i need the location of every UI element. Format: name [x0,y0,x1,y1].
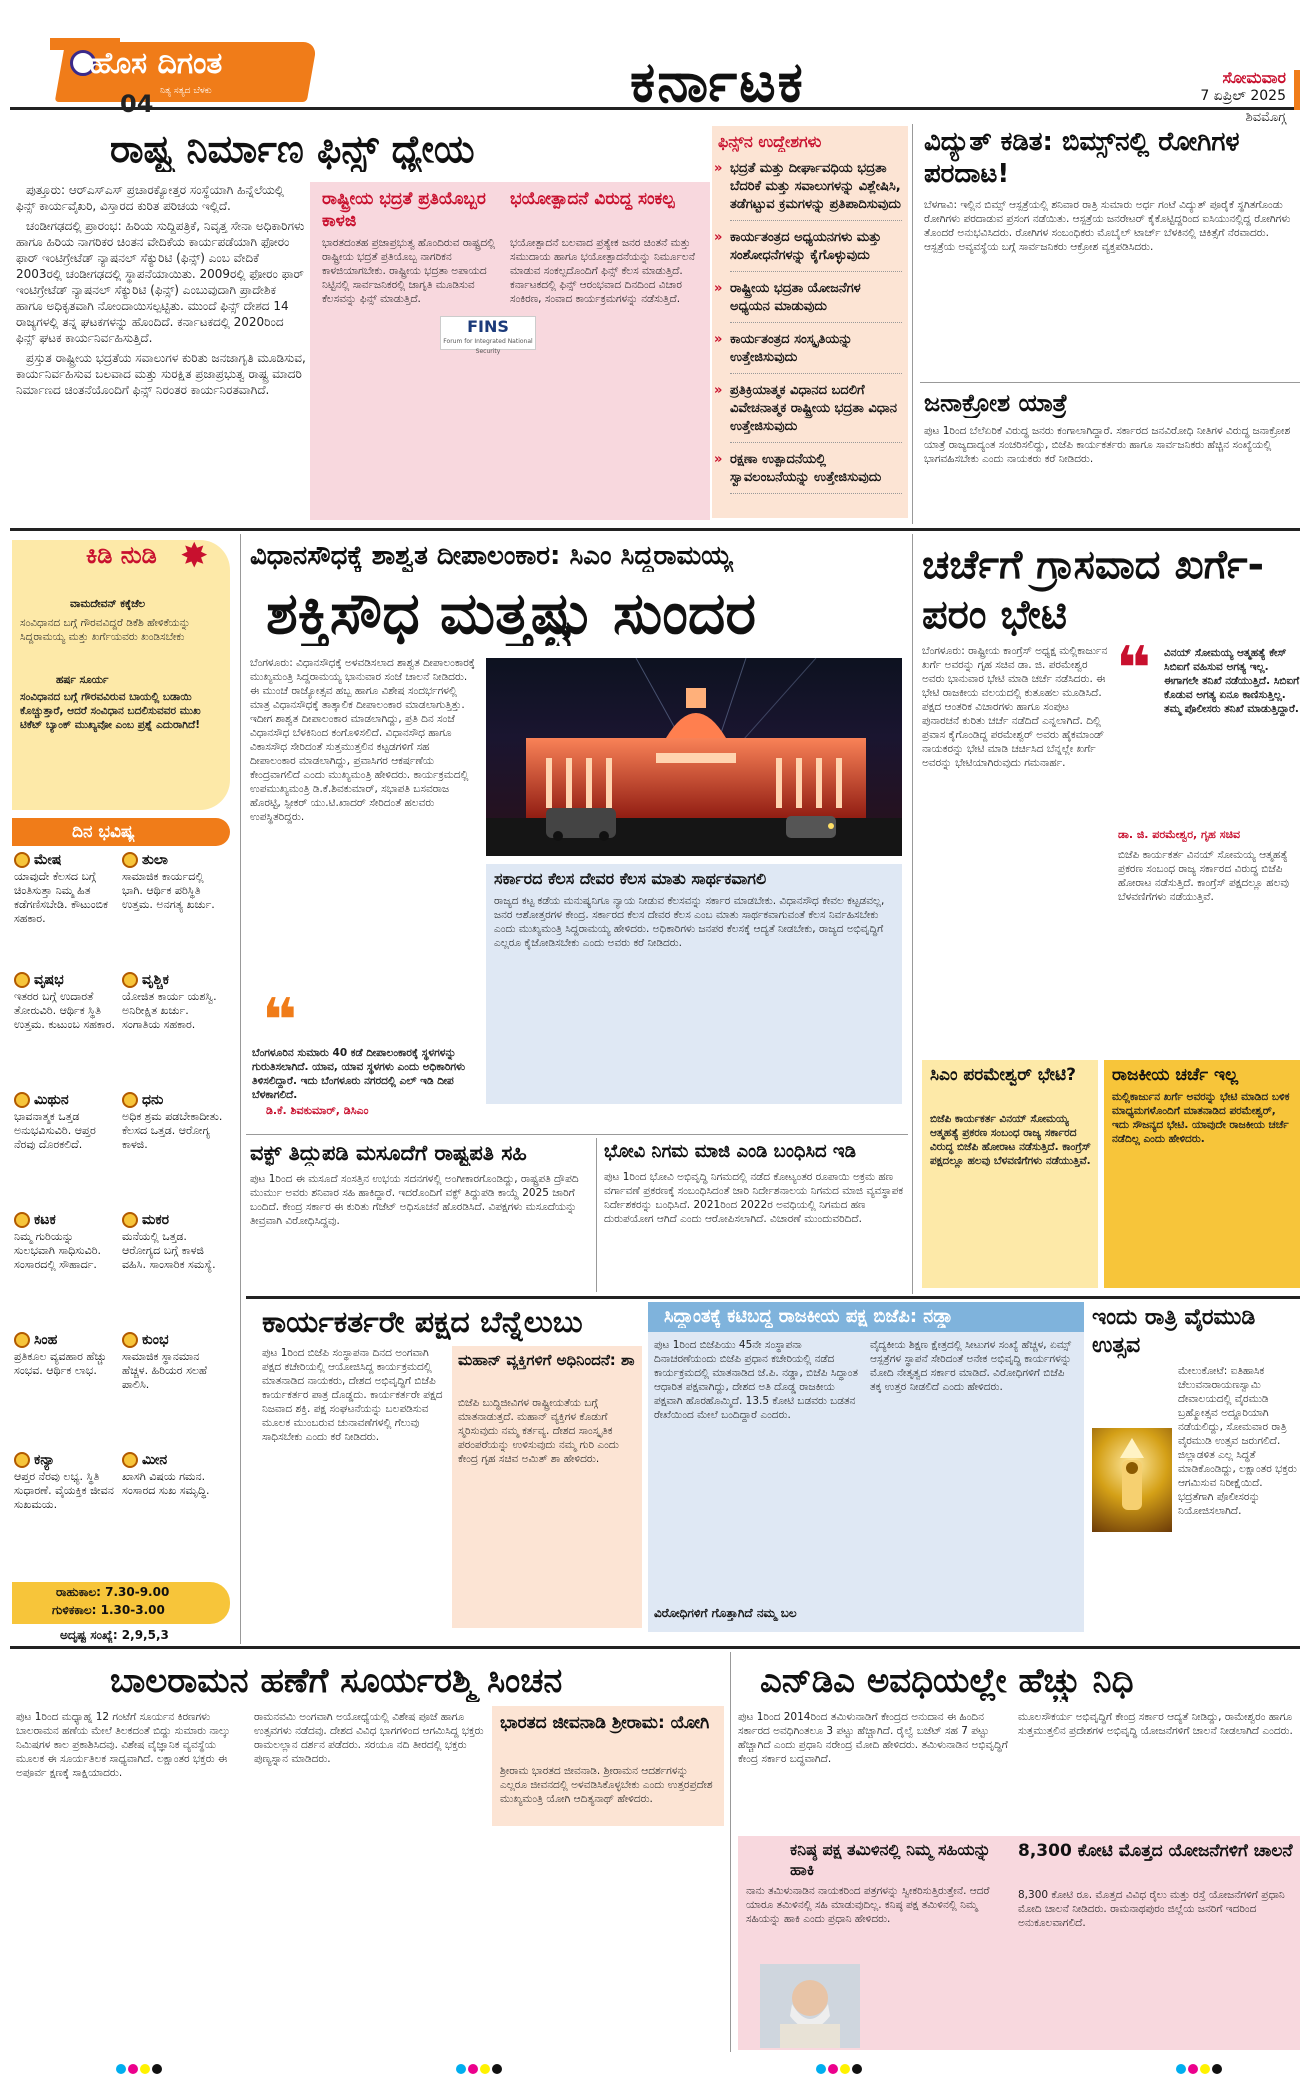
sign-name: ಕನ್ಯಾ [34,1452,55,1468]
kharge-side2-title: ರಾಜಕೀಯ ಚರ್ಚೆ ಇಲ್ಲ [1112,1065,1239,1085]
sign-name: ತುಲಾ [142,852,168,868]
nadda-body2: ವೈದ್ಯಕೀಯ ಶಿಕ್ಷಣ ಕ್ಷೇತ್ರದಲ್ಲಿ ಸೀಟುಗಳ ಸಂಖ್ಯೆ ಹೆಚ್ಚಳ, ಏಮ್ಸ್ ಆಸ್ಪತ್ರೆಗಳ ಸ್ಥಾಪನೆ ಸೇರಿದಂತೆ ಅನೇಕ ಅಭಿವೃದ್ಧಿ ಕಾರ್ಯಗಳನ್ನು ಮೋದಿ ನೇತೃತ್ವದ ಸರ್ಕಾರ ಮಾಡಿದೆ. ವಿರೋಧಿಗಳಿಗೆ ಬಿಜೆಪಿ ತಕ್ಕ ಉತ್ತರ ನೀಡಲಿದೆ ಎಂದು ಹೇಳಿದರು. [870,1339,1072,1393]
newspaper-logo [10,10,310,118]
page-number: 04 [120,90,154,118]
surya-sub-body: ಶ್ರೀರಾಮ ಭಾರತದ ಜೀವನಾಡಿ. ಶ್ರೀರಾಮನ ಆದರ್ಶಗಳನ್ನು ಎಲ್ಲರೂ ಜೀವನದಲ್ಲಿ ಅಳವಡಿಸಿಕೊಳ್ಳಬೇಕು ಎಂದು ಉತ್ತರಪ್ರದೇಶ ಮುಖ್ಯಮಂತ್ರಿ ಯೋಗಿ ಆದಿತ್ಯನಾಥ್ ಹೇಳಿದರು. [500,1765,713,1805]
fins-sub2-title: ಭಯೋತ್ಪಾದನೆ ವಿರುದ್ಧ ಸಂಕಲ್ಪ [510,189,675,209]
sign-text: ಸಾಮಾಜಿಕ ಕಾರ್ಯದಲ್ಲಿ ಭಾಗಿ. ಆರ್ಥಿಕ ಪರಿಸ್ಥಿತಿ ಉತ್ತಮ. ಅನಗತ್ಯ ಖರ್ಚು. [122,870,215,911]
horoscope-sign [122,1452,226,1568]
janakrosha-body: ಪುಟ 1ರಿಂದ ಬೆಲೆಏರಿಕೆ ವಿರುದ್ಧ ಜನರು ಕಂಗಾಲಾಗಿದ್ದಾರೆ. ಸರ್ಕಾರದ ಜನವಿರೋಧಿ ನೀತಿಗಳ ವಿರುದ್ಧ ಜನಾಕ್ರೋಶ ಯಾತ್ರೆ ರಾಜ್ಯದಾದ್ಯಂತ ಸಂಚರಿಸಲಿದ್ದು, ಬಿಜೆಪಿ ಕಾರ್ಯಕರ್ತರು ಹಾಗೂ ಸಾರ್ವಜನಿಕರು ಹೆಚ್ಚಿನ ಸಂಖ್ಯೆಯಲ್ಲಿ ಭಾಗವಹಿಸಬೇಕು ಎಂದು ನಾಯಕರು ಕರೆ ನೀಡಿದರು. [924,425,1291,465]
janakrosha-headline: ಜನಾಕ್ರೋಶ ಯಾತ್ರೆ [924,389,1068,417]
weekday: ಸೋಮವಾರ [1222,68,1286,87]
nda-headline: ಎನ್‌ಡಿಎ ಅವಧಿಯಲ್ಲೇ ಹೆಚ್ಚು ನಿಧಿ [760,1661,1134,1701]
vidhana-box-body: ರಾಜ್ಯದ ಕಟ್ಟ ಕಡೆಯ ಮನುಷ್ಯನಿಗೂ ನ್ಯಾಯ ನೀಡುವ ಕೆಲಸವನ್ನು ಸರ್ಕಾರ ಮಾಡಬೇಕು. ವಿಧಾನಸೌಧ ಕೇವಲ ಕಟ್ಟಡವಲ್ಲ, ಜನರ ಆಶೋತ್ತರಗಳ ಕೇಂದ್ರ. ಸರ್ಕಾರದ ಕೆಲಸ ದೇವರ ಕೆಲಸ ಎಂಬ ಮಾತು ಸಾರ್ಥಕವಾಗುವಂತೆ ಕೆಲಸ ನಿರ್ವಹಿಸಬೇಕು ಎಂದು ಮುಖ್ಯಮಂತ್ರಿ ಸಿದ್ದರಾಮಯ್ಯ ಹೇಳಿದರು. ಅಧಿಕಾರಿಗಳು ಜನಪರ ಕೆಲಸಕ್ಕೆ ಆದ್ಯತೆ ನೀಡಬೇಕು, ರಾಜ್ಯದ ಅಭಿವೃದ್ಧಿಗೆ ಎಲ್ಲರೂ ಕೈಜೋಡಿಸಬೇಕು ಎಂದು ಅವರು ಕರೆ ನೀಡಿದರು. [494,895,885,949]
horoscope-sign [122,1212,226,1328]
horoscope-title: ದಿನ ಭವಿಷ್ಯ [72,822,135,842]
fins-logo-sub: Forum for Integrated National Security [443,338,533,355]
horoscope-sign [14,1452,118,1568]
vidhana-box-title: ಸರ್ಕಾರದ ಕೆಲಸ ದೇವರ ಕೆಲಸ ಮಾತು ಸಾರ್ಥಕವಾಗಲಿ [494,869,767,888]
horoscope-sign-name [122,1212,226,1228]
logo-text: ಹೊಸ ದಿಗಂತ [90,46,223,81]
objective-item: » ರಕ್ಷಣಾ ಉತ್ಪಾದನೆಯಲ್ಲಿ ಸ್ವಾವಲಂಬನೆಯನ್ನು ಉತ್ತೇಜಿಸುವುದು [730,451,902,494]
gulika-kaala: ಗುಳಿಕಕಾಲ: 1.30-3.00 [52,1603,165,1617]
horoscope-sign-name [14,1212,118,1228]
sign-text: ಪ್ರತಿಕೂಲ ವ್ಯವಹಾರ ಹೆಚ್ಚು ಸಂಭವ. ಆರ್ಥಿಕ ಲಾಭ. [14,1350,107,1377]
sign-text: ಖಾಸಗಿ ವಿಷಯ ಗಮನ. ಸಂಸಾರದ ಸುಖ ಸಮೃದ್ಧಿ. [122,1470,210,1497]
fins-logo [440,316,536,355]
fins-sub1-body: ಭಾರತದಂತಹ ಪ್ರಜಾಪ್ರಭುತ್ವ ಹೊಂದಿರುವ ರಾಷ್ಟ್ರದಲ್ಲಿ ರಾಷ್ಟ್ರೀಯ ಭದ್ರತೆ ಪ್ರತಿಯೊಬ್ಬ ನಾಗರಿಕನ ಕಾಳಜಿಯಾಗಬೇಕು. ರಾಷ್ಟ್ರೀಯ ಭದ್ರತಾ ಅಪಾಯದ ನಿಟ್ಟಿನಲ್ಲಿ ಸಾರ್ವಜನಿಕರಲ್ಲಿ ಜಾಗೃತಿ ಮೂಡಿಸುವ ಕೆಲಸವನ್ನು ಫಿನ್ಸ್ ಮಾಡುತ್ತಿದೆ. [322,237,496,305]
sign-name: ಮಕರ [142,1212,170,1228]
kharge-quote-by: ಡಾ. ಜಿ. ಪರಮೇಶ್ವರ, ಗೃಹ ಸಚಿವ [1118,828,1241,841]
logo-tagline: ನಿತ್ಯ ಸತ್ಯದ ಬೆಳಕು [160,86,212,96]
fins-sub1-title: ರಾಷ್ಟ್ರೀಯ ಭದ್ರತೆ ಪ್ರತಿಯೊಬ್ಬರ ಕಾಳಜಿ [322,189,486,231]
horoscope-sign-name [14,1452,118,1468]
rahu-kaala: ರಾಹುಕಾಲ: 7.30-9.00 [56,1585,170,1599]
sign-text: ಯಾವುದೇ ಕೆಲಸದ ಬಗ್ಗೆ ಚಿಂತಿಸುತ್ತಾ ನಿಮ್ಮ ಹಿತ ಕಡೆಗಣಿಸಬೇಡಿ. ಕೌಟುಂಬಿಕ ಸಹಕಾರ. [14,870,108,925]
kharge-side2-body: ಮಲ್ಲಿಕಾರ್ಜುನ ಖರ್ಗೆ ಅವರನ್ನು ಭೇಟಿ ಮಾಡಿದ ಬಳಿಕ ಮಾಧ್ಯಮಗಳೊಂದಿಗೆ ಮಾತನಾಡಿದ ಪರಮೇಶ್ವರ್, ಇದು ಸೌಜನ್ಯದ ಭೇಟಿ. ಯಾವುದೇ ರಾಜಕೀಯ ಚರ್ಚೆ ನಡೆದಿಲ್ಲ ಎಂದು ಹೇಳಿದರು. [1112,1091,1290,1145]
kharge-side1-body: ಬಿಜೆಪಿ ಕಾರ್ಯಕರ್ತ ವಿನಯ್ ಸೋಮಯ್ಯ ಆತ್ಮಹತ್ಯೆ ಪ್ರಕರಣ ಸಂಬಂಧ ರಾಜ್ಯ ಸರ್ಕಾರದ ವಿರುದ್ಧ ಬಿಜೆಪಿ ಹೋರಾಟ ನಡೆಸುತ್ತಿದೆ. ಕಾಂಗ್ರೆಸ್ ಪಕ್ಷದಲ್ಲೂ ಹಲವು ಬೆಳವಣಿಗೆಗಳು ನಡೆಯುತ್ತಿವೆ. [930,1113,1091,1167]
sign-name: ಮೀನ [142,1452,168,1468]
sign-text: ಆಪ್ತರ ನೆರವು ಲಭ್ಯ. ಸ್ಥಿತಿ ಸುಧಾರಣೆ. ವೈಯಕ್ತಿಕ ಜೀವನ ಸುಖಮಯ. [14,1470,114,1511]
nadda-headline: ಸಿದ್ಧಾಂತಕ್ಕೆ ಕಟಿಬದ್ಧ ರಾಜಕೀಯ ಪಕ್ಷ ಬಿಜೆಪಿ: ನಡ್ಡಾ [664,1306,954,1327]
zodiac-icon [14,1452,30,1468]
horoscope-sign [14,972,118,1088]
edition-city: ಶಿವಮೊಗ್ಗ [1245,110,1286,125]
horoscope-sign-name [122,972,226,988]
waqf-headline: ವಕ್ಫ್ ತಿದ್ದುಪಡಿ ಮಸೂದೆಗೆ ರಾಷ್ಟ್ರಪತಿ ಸಹಿ [250,1141,527,1165]
fins-paragraph: ಪ್ರಸ್ತುತ ರಾಷ್ಟ್ರೀಯ ಭದ್ರತೆಯ ಸವಾಲುಗಳ ಕುರಿತು ಜನಜಾಗೃತಿ ಮೂಡಿಸುವ, ಕಾರ್ಯನಿರ್ವಹಿಸುವ ಬಲವಾದ ಮತ್ತು ಸುರಕ್ಷಿತ ಪ್ರಜಾಪ್ರಭುತ್ವ ರಾಷ್ಟ್ರ ಮಾದರಿ ನಿರ್ಮಾಣದ ಚಿಂತನೆಯೊಂದಿಗೆ ಫಿನ್ಸ್ ನಿರಂತರ ಕಾರ್ಯನಿರತವಾಗಿದೆ. [16,351,306,397]
vidhana-soudha-photo [486,658,902,856]
spark-icon: ✸ [180,536,209,576]
nda-body1: ಪುಟ 1ರಿಂದ 2014ರಿಂದ ತಮಿಳುನಾಡಿಗೆ ಕೇಂದ್ರದ ಅನುದಾನ ಈ ಹಿಂದಿನ ಸರ್ಕಾರದ ಅವಧಿಗಿಂತಲೂ 3 ಪಟ್ಟು ಹೆಚ್ಚಾಗಿದೆ. ರೈಲ್ವೆ ಬಜೆಟ್ ಸಹ 7 ಪಟ್ಟು ಹೆಚ್ಚಾಗಿದೆ ಎಂದು ಪ್ರಧಾನಿ ನರೇಂದ್ರ ಮೋದಿ ಹೇಳಿದರು. ತಮಿಳುನಾಡಿನ ಅಭಿವೃದ್ಧಿಗೆ ಕೇಂದ್ರ ಸರ್ಕಾರ ಬದ್ಧವಾಗಿದೆ. [738,1711,1008,1765]
bhovi-body: ಪುಟ 1ರಿಂದ ಭೋವಿ ಅಭಿವೃದ್ಧಿ ನಿಗಮದಲ್ಲಿ ನಡೆದ ಕೋಟ್ಯಂತರ ರೂಪಾಯಿ ಅಕ್ರಮ ಹಣ ವರ್ಗಾವಣೆ ಪ್ರಕರಣಕ್ಕೆ ಸಂಬಂಧಿಸಿದಂತೆ ಜಾರಿ ನಿರ್ದೇಶನಾಲಯ ನಿಗಮದ ಮಾಜಿ ವ್ಯವಸ್ಥಾಪಕ ನಿರ್ದೇಶಕರನ್ನು ಬಂಧಿಸಿದೆ. 2021ರಿಂದ 2022ರ ಅವಧಿಯಲ್ಲಿ ನಿಗಮದ ಹಣ ದುರುಪಯೋಗ ಆಗಿದೆ ಎಂದು ಆರೋಪಿಸಲಾಗಿದೆ. ವಿಚಾರಣೆ ಮುಂದುವರಿದಿದೆ. [604,1171,904,1225]
karyakarta-sub-title: ಮಹಾನ್ ವ್ಯಕ್ತಿಗಳಿಗೆ ಅಧಿನಿಂದನೆ: ಶಾ [458,1351,635,1369]
kidi-nudi-body1: ಸಂವಿಧಾನದ ಬಗ್ಗೆ ಗೌರವವಿದ್ದರೆ ಡಿಕೆಶಿ ಹೇಳಿಕೆಯನ್ನು ಸಿದ್ದರಾಮಯ್ಯ ಮತ್ತು ಖರ್ಗೆಯವರು ಖಂಡಿಸಬೇಕು [20,617,191,643]
lucky-number: ಅದೃಷ್ಟ ಸಂಖ್ಯೆ: 2,9,5,3 [60,1628,169,1642]
surya-body2: ರಾಮನವಮಿ ಅಂಗವಾಗಿ ಅಯೋಧ್ಯೆಯಲ್ಲಿ ವಿಶೇಷ ಪೂಜೆ ಹಾಗೂ ಉತ್ಸವಗಳು ನಡೆದವು. ದೇಶದ ವಿವಿಧ ಭಾಗಗಳಿಂದ ಆಗಮಿಸಿದ್ದ ಭಕ್ತರು ರಾಮಲಲ್ಲಾನ ದರ್ಶನ ಪಡೆದರು. ಸರಯೂ ನದಿ ತೀರದಲ್ಲಿ ಭಕ್ತರು ಪುಣ್ಯಸ್ನಾನ ಮಾಡಿದರು. [254,1711,484,1765]
nda-sub1-body: ನಾನು ತಮಿಳುನಾಡಿನ ನಾಯಕರಿಂದ ಪತ್ರಗಳನ್ನು ಸ್ವೀಕರಿಸುತ್ತಿರುತ್ತೇನೆ. ಆದರೆ ಯಾರೂ ತಮಿಳಿನಲ್ಲಿ ಸಹಿ ಮಾಡುವುದಿಲ್ಲ. ಕನಿಷ್ಠ ಪಕ್ಷ ತಮಿಳಿನಲ್ಲಿ ನಿಮ್ಮ ಸಹಿಯನ್ನು ಹಾಕಿ ಎಂದು ಪ್ರಧಾನಿ ಹೇಳಿದರು. [746,1885,990,1925]
zodiac-icon [122,852,138,868]
quote-icon: ❝ [1116,634,1152,704]
section-title: ಕರ್ನಾಟಕ [630,50,805,115]
zodiac-icon [122,1452,138,1468]
surya-body1: ಪುಟ 1ರಿಂದ ಮಧ್ಯಾಹ್ನ 12 ಗಂಟೆಗೆ ಸೂರ್ಯನ ಕಿರಣಗಳು ಬಾಲರಾಮನ ಹಣೆಯ ಮೇಲೆ ತಿಲಕದಂತೆ ಬಿದ್ದು ಸುಮಾರು ನಾಲ್ಕು ನಿಮಿಷಗಳ ಕಾಲ ಪ್ರಕಾಶಿಸಿದವು. ವಿಶೇಷ ವೈಜ್ಞಾನಿಕ ವ್ಯವಸ್ಥೆಯ ಮೂಲಕ ಈ ಸೂರ್ಯತಿಲಕ ಸಾಧ್ಯವಾಗಿದೆ. ಲಕ್ಷಾಂತರ ಭಕ್ತರು ಈ ಅಪೂರ್ವ ಕ್ಷಣಕ್ಕೆ ಸಾಕ್ಷಿಯಾದರು. [16,1711,231,1779]
horoscope-sign [122,1092,226,1208]
horoscope-sign-name [14,852,118,868]
fins-sub2-body: ಭಯೋತ್ಪಾದನೆ ಬಲವಾದ ಪ್ರತ್ಯೇಕ ಜನರ ಚಿಂತನೆ ಮತ್ತು ಸಮುದಾಯ ಹಾಗೂ ಭಯೋತ್ಪಾದನೆಯನ್ನು ನಿರ್ಮೂಲನೆ ಮಾಡುವ ಸಂಕಲ್ಪದೊಂದಿಗೆ ಫಿನ್ಸ್ ಕೆಲಸ ಮಾಡುತ್ತಿದೆ. ಕರ್ನಾಟಕದಲ್ಲಿ ಫಿನ್ಸ್ ಆರಂಭವಾದ ದಿನದಿಂದ ವಿಚಾರ ಸಂಕಿರಣ, ಸಂವಾದ ಕಾರ್ಯಕ್ರಮಗಳನ್ನು ನಡೆಸುತ್ತಿದೆ. [510,237,695,305]
vidhana-kicker: ವಿಧಾನಸೌಧಕ್ಕೆ ಶಾಶ್ವತ ದೀಪಾಲಂಕಾರ: ಸಿಎಂ ಸಿದ್ದರಾಮಯ್ಯ [250,541,733,571]
sign-text: ಭಾವನಾತ್ಮಕ ಒತ್ತಡ ಅನುಭವಿಸುವಿರಿ. ಆಪ್ತರ ನೆರವು ದೊರಕಲಿದೆ. [14,1110,96,1151]
kidi-nudi-sub: ಹರ್ಷ ಸೂರ್ಯ [56,674,109,686]
vidhana-body: ಬೆಂಗಳೂರು: ವಿಧಾನಸೌಧಕ್ಕೆ ಅಳವಡಿಸಲಾದ ಶಾಶ್ವತ ದೀಪಾಲಂಕಾರಕ್ಕೆ ಮುಖ್ಯಮಂತ್ರಿ ಸಿದ್ದರಾಮಯ್ಯ ಭಾನುವಾರ ಸಂಜೆ ಚಾಲನೆ ನೀಡಿದರು. ಈ ಮುಂಚೆ ರಾಜ್ಯೋತ್ಸವ ಹಬ್ಬ ಹಾಗೂ ವಿಶೇಷ ಸಂದರ್ಭಗಳಲ್ಲಿ ಮಾತ್ರ ವಿಧಾನಸೌಧಕ್ಕೆ ತಾತ್ಕಾಲಿಕ ದೀಪಾಲಂಕಾರ ಮಾಡಲಾಗುತ್ತಿತ್ತು. ಇದೀಗ ಶಾಶ್ವತ ದೀಪಾಲಂಕಾರ ಮಾಡಲಾಗಿದ್ದು, ಪ್ರತಿ ದಿನ ಸಂಜೆ ವಿಧಾನಸೌಧ ಬೆಳಕಿನಿಂದ ಕಂಗೊಳಿಸಲಿದೆ. ವಿಧಾನಸೌಧ ಹಾಗೂ ವಿಕಾಸಸೌಧ ಸೇರಿದಂತೆ ಸುತ್ತಮುತ್ತಲಿನ ಕಟ್ಟಡಗಳಿಗೆ ಸಹ ದೀಪಾಲಂಕಾರ ಮಾಡಲಾಗಿದ್ದು, ಪ್ರವಾಸಿಗರ ಆಕರ್ಷಣೆಯ ಕೇಂದ್ರವಾಗಲಿದೆ ಎಂದು ಮುಖ್ಯಮಂತ್ರಿ ಹೇಳಿದರು. ಕಾರ್ಯಕ್ರಮದಲ್ಲಿ ಉಪಮುಖ್ಯಮಂತ್ರಿ ಡಿ.ಕೆ.ಶಿವಕುಮಾರ್, ಸಭಾಪತಿ ಬಸವರಾಜ ಹೊರಟ್ಟಿ, ಸ್ಪೀಕರ್ ಯು.ಟಿ.ಖಾದರ್ ಸೇರಿದಂತೆ ಹಲವರು ಉಪಸ್ಥಿತರಿದ್ದರು. [250,657,475,823]
nda-sub2-title: 8,300 ಕೋಟಿ ಮೊತ್ತದ ಯೋಜನೆಗಳಿಗೆ ಚಾಲನೆ [1018,1841,1293,1861]
horoscope-sign [122,1332,226,1448]
horoscope-sign [14,1092,118,1208]
horoscope-sign-name [14,972,118,988]
fins-body-lead [16,182,306,522]
kidi-nudi-body2: ಸಂವಿಧಾನದ ಬಗ್ಗೆ ಗೌರವವಿರುವ ಬಾಯಲ್ಲಿ ಬಡಾಯಿ ಕೊಚ್ಚುತ್ತಾರೆ, ಆದರೆ ಸಂವಿಧಾನ ಬದಲಿಸುವವರ ಮುಖ ಟಿಕೆಟ್ ಬ್ಯಾಂಕ್ ಮುಖ್ಯವೋ ಎಂಬ ಪ್ರಶ್ನೆ ಎದುರಾಗಿದೆ! [20,691,201,731]
karyakarta-sub-body: ಬಿಜೆಪಿ ಬುದ್ಧಿಜೀವಿಗಳ ರಾಷ್ಟ್ರೀಯತೆಯ ಬಗ್ಗೆ ಮಾತನಾಡುತ್ತದೆ. ಮಹಾನ್ ವ್ಯಕ್ತಿಗಳ ಕೊಡುಗೆ ಸ್ಮರಿಸುವುದು ನಮ್ಮ ಕರ್ತವ್ಯ. ದೇಶದ ಸಾಂಸ್ಕೃತಿಕ ಪರಂಪರೆಯನ್ನು ಉಳಿಸುವುದು ನಮ್ಮ ಗುರಿ ಎಂದು ಕೇಂದ್ರ ಗೃಹ ಸಚಿವ ಅಮಿತ್ ಶಾ ಹೇಳಿದರು. [458,1397,619,1465]
kharge-body: ಬೆಂಗಳೂರು: ರಾಷ್ಟ್ರೀಯ ಕಾಂಗ್ರೆಸ್ ಅಧ್ಯಕ್ಷ ಮಲ್ಲಿಕಾರ್ಜುನ ಖರ್ಗೆ ಅವರನ್ನು ಗೃಹ ಸಚಿವ ಡಾ. ಜಿ. ಪರಮೇಶ್ವರ ಅವರು ಭಾನುವಾರ ಭೇಟಿ ಮಾಡಿ ಚರ್ಚೆ ನಡೆಸಿದರು. ಈ ಭೇಟಿ ರಾಜಕೀಯ ವಲಯದಲ್ಲಿ ಕುತೂಹಲ ಮೂಡಿಸಿದೆ. ಪಕ್ಷದ ಆಂತರಿಕ ವಿಚಾರಗಳು ಹಾಗೂ ಸಂಪುಟ ಪುನಾರಚನೆ ಕುರಿತು ಚರ್ಚೆ ನಡೆದಿದೆ ಎನ್ನಲಾಗಿದೆ. ದಿಲ್ಲಿ ಪ್ರವಾಸ ಕೈಗೊಂಡಿದ್ದ ಪರಮೇಶ್ವರ್ ಅವರು ಹೈಕಮಾಂಡ್ ನಾಯಕರನ್ನು ಭೇಟಿ ಮಾಡಿ ಚರ್ಚಿಸಿದ ಬೆನ್ನಲ್ಲೇ ಖರ್ಗೆ ಅವರನ್ನು ಭೇಟಿಯಾಗಿರುವುದು ಗಮನಾರ್ಹ. [922,645,1108,769]
horoscope-sign-name [14,1332,118,1348]
sign-text: ಅಧಿಕ ಶ್ರಮ ಪಡಬೇಕಾದೀತು. ಕೆಲಸದ ಒತ್ತಡ. ಆರೋಗ್ಯ ಕಾಳಜಿ. [122,1110,223,1151]
zodiac-icon [14,852,30,868]
sign-name: ವೃಶ್ಚಿಕ [142,972,169,988]
zodiac-icon [122,972,138,988]
vidhana-headline: ಶಕ್ತಿಸೌಧ ಮತ್ತಷ್ಟು ಸುಂದರ [266,580,757,646]
surya-sub-title: ಭಾರತದ ಜೀವನಾಡಿ ಶ್ರೀರಾಮ: ಯೋಗಿ [500,1713,710,1733]
modi-photo [760,1964,860,2048]
fins-paragraph: ಚಂಡೀಗಢದಲ್ಲಿ ಪ್ರಾರಂಭ: ಹಿರಿಯ ಸುದ್ದಿಪತ್ರಿಕೆ, ನಿವೃತ್ತ ಸೇನಾ ಅಧಿಕಾರಿಗಳು ಹಾಗೂ ಹಿರಿಯ ನಾಗರಿಕರ ಚಿಂತನ ವೇದಿಕೆಯ ಕಾರ್ಯಪಡೆಯಾಗಿ ಫೋರಂ ಫಾರ್ ಇಂಟಿಗ್ರೇಟೆಡ್ ನ್ಯಾಷನಲ್ ಸೆಕ್ಯುರಿಟಿ (ಫಿನ್ಸ್) ಎಂಬ ವೇದಿಕೆ 2003ರಲ್ಲಿ ಚಂಡೀಗಢದಲ್ಲಿ ಸ್ಥಾಪನೆಯಾಯಿತು. 2009ರಲ್ಲಿ ಫೋರಂ ಫಾರ್ ಇಂಟಿಗ್ರೇಟೆಡ್ ನ್ಯಾಷನಲ್ ಸೆಕ್ಯುರಿಟಿ (ಫಿನ್ಸ್) ಎಂಬುವುದಾಗಿ ಪ್ರಾದೇಶಿಕ ಹಾಗೂ ಅಧಿಕೃತವಾಗಿ ನೋಂದಾಯಿಸಲ್ಪಟ್ಟಿತು. ಮುಂದೆ ಫಿನ್ಸ್ ದೇಶದ 14 ರಾಜ್ಯಗಳಲ್ಲಿ ತನ್ನ ಘಟಕಗಳನ್ನು ಹೊಂದಿದೆ. ಕರ್ನಾಟಕದಲ್ಲಿ 2020ರಿಂದ ಫಿನ್ಸ್ ಘಟಕ ಕಾರ್ಯನಿರ್ವಹಿಸುತ್ತಿದೆ. [16,219,305,345]
kharge-body-cont: ಬಿಜೆಪಿ ಕಾರ್ಯಕರ್ತ ವಿನಯ್ ಸೋಮಯ್ಯ ಆತ್ಮಹತ್ಯೆ ಪ್ರಕರಣ ಸಂಬಂಧ ರಾಜ್ಯ ಸರ್ಕಾರದ ವಿರುದ್ಧ ಬಿಜೆಪಿ ಹೋರಾಟ ನಡೆಸುತ್ತಿದೆ. ಕಾಂಗ್ರೆಸ್ ಪಕ್ಷದಲ್ಲೂ ಹಲವು ಬೆಳವಣಿಗೆಗಳು ನಡೆಯುತ್ತಿವೆ. [1118,849,1289,903]
zodiac-icon [14,1212,30,1228]
electricity-headline: ವಿದ್ಯುತ್ ಕಡಿತ: ಬಿಮ್ಸ್‌ನಲ್ಲಿ ರೋಗಿಗಳ ಪರದಾಟ! [924,127,1240,189]
kidi-nudi-title: ಕಿಡಿ ನುಡಿ [86,542,157,568]
horoscope-sign-name [122,1452,226,1468]
waqf-body: ಪುಟ 1ರಿಂದ ಈ ಮಸೂದೆ ಸಂಸತ್ತಿನ ಉಭಯ ಸದನಗಳಲ್ಲಿ ಅಂಗೀಕಾರಗೊಂಡಿದ್ದು, ರಾಷ್ಟ್ರಪತಿ ದ್ರೌಪದಿ ಮುರ್ಮು ಅವರು ಶನಿವಾರ ಸಹಿ ಹಾಕಿದ್ದಾರೆ. ಇದರೊಂದಿಗೆ ವಕ್ಫ್ ತಿದ್ದುಪಡಿ ಕಾಯ್ದೆ 2025 ಜಾರಿಗೆ ಬಂದಿದೆ. ಕೇಂದ್ರ ಸರ್ಕಾರ ಈ ಕುರಿತು ಗೆಜೆಟ್ ಅಧಿಸೂಚನೆ ಹೊರಡಿಸಿದೆ. ವಿಪಕ್ಷಗಳು ಮಸೂದೆಯನ್ನು ತೀವ್ರವಾಗಿ ವಿರೋಧಿಸಿದ್ದವು. [250,1173,579,1227]
zodiac-icon [122,1212,138,1228]
sign-text: ಸಾಮಾಜಿಕ ಸ್ಥಾನಮಾನ ಹೆಚ್ಚಳ. ಹಿರಿಯರ ಸಲಹೆ ಪಾಲಿಸಿ. [122,1350,208,1391]
sign-name: ಸಿಂಹ [34,1332,58,1348]
kharge-headline: ಚರ್ಚೆಗೆ ಗ್ರಾಸವಾದ ಖರ್ಗೆ-ಪರಂ ಭೇಟಿ [922,542,1265,638]
sign-name: ಕಟಕ [34,1212,56,1228]
zodiac-icon [14,1092,30,1108]
surya-headline: ಬಾಲರಾಮನ ಹಣೆಗೆ ಸೂರ್ಯರಶ್ಮಿ ಸಿಂಚನ [110,1661,563,1701]
sign-name: ವೃಷಭ [34,972,64,988]
fins-paragraph: ಪುತ್ತೂರು: ಆರ್‌ಎಸ್‌ಎಸ್ ಪ್ರಚಾರಕ್ಯೋತ್ತರ ಸಂಸ್ಥೆಯಾಗಿ ಹಿನ್ನೆಲೆಯಲ್ಲಿ ಫಿನ್ಸ್ ಕಾರ್ಯವೈಖರಿ, ವಿಸ್ತಾರದ ಕುರಿತ ಪರಿಚಯ ಇಲ್ಲಿದೆ. [16,183,284,213]
bhovi-headline: ಭೋವಿ ನಿಗಮ ಮಾಜಿ ಎಂಡಿ ಬಂಧಿಸಿದ ಇಡಿ [604,1141,856,1162]
horoscope-sign [14,1332,118,1448]
horoscope-sign-name [122,1092,226,1108]
horoscope-sign [122,972,226,1088]
issue-date: 7 ಏಪ್ರಿಲ್ 2025 [1200,88,1286,104]
fins-objectives-title: ಫಿನ್ಸ್‌ನ ಉದ್ದೇಶಗಳು [718,132,822,151]
horoscope-sign [122,852,226,968]
sign-text: ಮನೆಯಲ್ಲಿ ಒತ್ತಡ. ಆರೋಗ್ಯದ ಬಗ್ಗೆ ಕಾಳಜಿ ವಹಿಸಿ. ಸಾಂಸಾರಿಕ ಸಮಸ್ಯೆ. [122,1230,216,1271]
deity-photo [1092,1428,1172,1532]
kharge-side1-title: ಸಿಎಂ ಪರಮೇಶ್ವರ್ ಭೇಟಿ? [930,1065,1076,1085]
fins-headline: ರಾಷ್ಟ್ರ ನಿರ್ಮಾಣ ಫಿನ್ಸ್ ಧ್ಯೇಯ [110,127,475,171]
sign-name: ಕುಂಭ [142,1332,169,1348]
zodiac-icon [122,1092,138,1108]
fins-logo-text: FINS [467,317,509,336]
quote-icon: ❝ [262,986,298,1056]
nda-sub2-body: 8,300 ಕೋಟಿ ರೂ. ಮೊತ್ತದ ವಿವಿಧ ರೈಲು ಮತ್ತು ರಸ್ತೆ ಯೋಜನೆಗಳಿಗೆ ಪ್ರಧಾನಿ ಮೋದಿ ಚಾಲನೆ ನೀಡಿದರು. ರಾಮನಾಥಪುರಂ ಜಿಲ್ಲೆಯ ಜನರಿಗೆ ಇದರಿಂದ ಅನುಕೂಲವಾಗಲಿದೆ. [1018,1889,1285,1929]
vairamudi-headline: ಇಂದು ರಾತ್ರಿ ವೈರಮುಡಿ ಉತ್ಸವ [1092,1305,1256,1358]
sign-name: ಮಿಥುನ [34,1092,69,1108]
masthead [10,10,1300,125]
horoscope-sign-name [122,852,226,868]
nadda-body1: ಪುಟ 1ರಿಂದ ಬಿಜೆಪಿಯು 45ನೇ ಸಂಸ್ಥಾಪನಾ ದಿನಾಚರಣೆಯಂದು ಬಿಜೆಪಿ ಪ್ರಧಾನ ಕಚೇರಿಯಲ್ಲಿ ನಡೆದ ಕಾರ್ಯಕ್ರಮದಲ್ಲಿ ಮಾತನಾಡಿದ ಜೆ.ಪಿ. ನಡ್ಡಾ, ಬಿಜೆಪಿ ಸಿದ್ಧಾಂತ ಆಧಾರಿತ ಪಕ್ಷವಾಗಿದ್ದು, ದೇಶದ ಅತಿ ದೊಡ್ಡ ರಾಜಕೀಯ ಪಕ್ಷವಾಗಿ ಹೊರಹೊಮ್ಮಿದೆ. 13.5 ಕೋಟಿ ಬಡವರು ಬಡತನ ರೇಖೆಯಿಂದ ಮೇಲೆ ಬಂದಿದ್ದಾರೆ ಎಂದರು. [654,1339,858,1421]
zodiac-icon [14,972,30,988]
vidhana-quote: ಬೆಂಗಳೂರಿನ ಸುಮಾರು 40 ಕಡೆ ದೀಪಾಲಂಕಾರಕ್ಕೆ ಸ್ಥಳಗಳನ್ನು ಗುರುತಿಸಲಾಗಿದೆ. ಯಾವ, ಯಾವ ಸ್ಥಳಗಳು ಎಂದು ಅಧಿಕಾರಿಗಳು ತಿಳಿಸಲಿದ್ದಾರೆ. ಇದು ಬೆಂಗಳೂರು ನಗರದಲ್ಲಿ ಎಲ್ ಇಡಿ ದೀಪ ಬೆಳಕಾಗಲಿದೆ. [252,1047,466,1101]
fins-objectives-list [712,160,902,502]
sign-name: ಧನು [142,1092,164,1108]
sign-text: ಇತರರ ಬಗ್ಗೆ ಉದಾರತೆ ತೋರುವಿರಿ. ಆರ್ಥಿಕ ಸ್ಥಿತಿ ಉತ್ತಮ. ಕುಟುಂಬ ಸಹಕಾರ. [14,990,115,1031]
objective-item: » ಭದ್ರತೆ ಮತ್ತು ದೀರ್ಘಾವಧಿಯ ಭದ್ರತಾ ಬೆದರಿಕೆ ಮತ್ತು ಸವಾಲುಗಳನ್ನು ವಿಶ್ಲೇಷಿಸಿ, ತಡೆಗಟ್ಟುವ ಕ್ರಮಗಳನ್ನು ಪ್ರತಿಪಾದಿಸುವುದು [730,160,902,221]
kidi-nudi-author: ವಾಮದೇವನ್ ಕಕ್ಕೆಜೆಲ [70,598,146,610]
electricity-body: ಬೆಳಗಾವಿ: ಇಲ್ಲಿನ ಬಿಮ್ಸ್ ಆಸ್ಪತ್ರೆಯಲ್ಲಿ ಶನಿವಾರ ರಾತ್ರಿ ಸುಮಾರು ಅರ್ಧ ಗಂಟೆ ವಿದ್ಯುತ್ ಪೂರೈಕೆ ಸ್ಥಗಿತಗೊಂಡು ರೋಗಿಗಳು ಪರದಾಡುವ ಪ್ರಸಂಗ ನಡೆಯಿತು. ಆಸ್ಪತ್ರೆಯ ಜನರೇಟರ್ ಕೈಕೊಟ್ಟಿದ್ದರಿಂದ ಐಸಿಯುನಲ್ಲಿದ್ದ ರೋಗಿಗಳು ತೊಂದರೆ ಅನುಭವಿಸಿದರು. ರೋಗಿಗಳ ಸಂಬಂಧಿಕರು ಮೊಬೈಲ್ ಟಾರ್ಚ್ ಬೆಳಕಿನಲ್ಲಿ ಚಿಕಿತ್ಸೆಗೆ ನೆರವಾದರು. ಆಸ್ಪತ್ರೆಯ ಅವ್ಯವಸ್ಥೆಯ ಬಗ್ಗೆ ಸಾರ್ವಜನಿಕರು ಆಕ್ರೋಶ ವ್ಯಕ್ತಪಡಿಸಿದರು. [924,199,1291,253]
nda-sub1-title: ಕನಿಷ್ಠ ಪಕ್ಷ ತಮಿಳಿನಲ್ಲಿ ನಿಮ್ಮ ಸಹಿಯನ್ನು ಹಾಕಿ [790,1840,991,1879]
vidhana-quote-by: ಡಿ.ಕೆ. ಶಿವಕುಮಾರ್, ಡಿಸಿಎಂ [266,1104,369,1117]
objective-item: » ಕಾರ್ಯತಂತ್ರದ ಸಂಸ್ಕೃತಿಯನ್ನು ಉತ್ತೇಜಿಸುವುದು [730,331,902,374]
zodiac-icon [14,1332,30,1348]
objective-item: » ರಾಷ್ಟ್ರೀಯ ಭದ್ರತಾ ಯೋಜನೆಗಳ ಅಧ್ಯಯನ ಮಾಡುವುದು [730,280,902,323]
nda-body2: ಮೂಲಸೌಕರ್ಯ ಅಭಿವೃದ್ಧಿಗೆ ಕೇಂದ್ರ ಸರ್ಕಾರ ಆದ್ಯತೆ ನೀಡಿದ್ದು, ರಾಮೇಶ್ವರಂ ಹಾಗೂ ಸುತ್ತಮುತ್ತಲಿನ ಪ್ರದೇಶಗಳ ಅಭಿವೃದ್ಧಿ ಯೋಜನೆಗಳಿಗೆ ಚಾಲನೆ ನೀಡಲಾಗಿದೆ ಎಂದರು. [1018,1711,1293,1737]
sign-text: ಯೋಜಿತ ಕಾರ್ಯ ಯಶಸ್ವಿ. ಅನಿರೀಕ್ಷಿತ ಖರ್ಚು. ಸಂಗಾತಿಯ ಸಹಕಾರ. [122,990,217,1031]
karyakarta-headline: ಕಾರ್ಯಕರ್ತರೇ ಪಕ್ಷದ ಬೆನ್ನೆಲುಬು [262,1305,583,1340]
nadda-footer: ವಿರೋಧಿಗಳಿಗೆ ಗೊತ್ತಾಗಿದೆ ನಮ್ಮ ಬಲ [654,1606,797,1620]
horoscope-sign-name [122,1332,226,1348]
dateline-box [1200,68,1286,125]
kharge-quote: ವಿನಯ್ ಸೋಮಯ್ಯ ಆತ್ಮಹತ್ಯೆ ಕೇಸ್ ಸಿಬಿಐಗೆ ವಹಿಸುವ ಅಗತ್ಯ ಇಲ್ಲ. ಈಗಾಗಲೇ ತನಿಖೆ ನಡೆಯುತ್ತಿದೆ. ಸಿಬಿಐಗೆ ಕೊಡುವ ಅಗತ್ಯ ಏನೂ ಕಾಣಿಸುತ್ತಿಲ್ಲ. ತಮ್ಮ ಪೊಲೀಸರು ತನಿಖೆ ಮಾಡುತ್ತಿದ್ದಾರೆ. [1164,647,1300,715]
horoscope-sign-name [14,1092,118,1108]
vairamudi-body: ಮೇಲುಕೋಟೆ: ಐತಿಹಾಸಿಕ ಚೆಲುವನಾರಾಯಣಸ್ವಾಮಿ ದೇವಾಲಯದಲ್ಲಿ ವೈರಮುಡಿ ಬ್ರಹ್ಮೋತ್ಸವ ಅದ್ದೂರಿಯಾಗಿ ನಡೆಯಲಿದ್ದು, ಸೋಮವಾರ ರಾತ್ರಿ ವೈರಮುಡಿ ಉತ್ಸವ ಜರುಗಲಿದೆ. ಜಿಲ್ಲಾಡಳಿತ ಎಲ್ಲ ಸಿದ್ಧತೆ ಮಾಡಿಕೊಂಡಿದ್ದು, ಲಕ್ಷಾಂತರ ಭಕ್ತರು ಆಗಮಿಸುವ ನಿರೀಕ್ಷೆಯಿದೆ. ಭದ್ರತೆಗಾಗಿ ಪೊಲೀಸರನ್ನು ನಿಯೋಜಿಸಲಾಗಿದೆ. [1178,1365,1297,1517]
zodiac-icon [122,1332,138,1348]
sign-name: ಮೇಷ [34,852,62,868]
objective-item: » ಪ್ರತಿಕ್ರಿಯಾತ್ಮಕ ವಿಧಾನದ ಬದಲಿಗೆ ವಿವೇಚನಾತ್ಮಕ ರಾಷ್ಟ್ರೀಯ ಭದ್ರತಾ ವಿಧಾನ ಉತ್ತೇಜಿಸುವುದು [730,382,902,443]
sign-text: ನಿಮ್ಮ ಗುರಿಯನ್ನು ಸುಲಭವಾಗಿ ಸಾಧಿಸುವಿರಿ. ಸಂಸಾರದಲ್ಲಿ ಸೌಹಾರ್ದ. [14,1230,102,1271]
horoscope-sign [14,852,118,968]
karyakarta-body: ಪುಟ 1ರಿಂದ ಬಿಜೆಪಿ ಸಂಸ್ಥಾಪನಾ ದಿನದ ಅಂಗವಾಗಿ ಪಕ್ಷದ ಕಚೇರಿಯಲ್ಲಿ ಆಯೋಜಿಸಿದ್ದ ಕಾರ್ಯಕ್ರಮದಲ್ಲಿ ಮಾತನಾಡಿದ ನಾಯಕರು, ದೇಶದ ಅಭಿವೃದ್ಧಿಗೆ ಬಿಜೆಪಿ ಕಾರ್ಯಕರ್ತರ ಪಾತ್ರ ದೊಡ್ಡದು. ಕಾರ್ಯಕರ್ತರೇ ಪಕ್ಷದ ನಿಜವಾದ ಶಕ್ತಿ. ಪಕ್ಷ ಸಂಘಟನೆಯನ್ನು ಬಲಪಡಿಸುವ ಮೂಲಕ ಮುಂಬರುವ ಚುನಾವಣೆಗಳಲ್ಲಿ ಗೆಲುವು ಸಾಧಿಸಬೇಕು ಎಂದು ಕರೆ ನೀಡಿದರು. [262,1347,443,1443]
horoscope-sign [14,1212,118,1328]
objective-item: » ಕಾರ್ಯತಂತ್ರದ ಅಧ್ಯಯನಗಳು ಮತ್ತು ಸಂಶೋಧನೆಗಳನ್ನು ಕೈಗೊಳ್ಳುವುದು [730,229,902,272]
